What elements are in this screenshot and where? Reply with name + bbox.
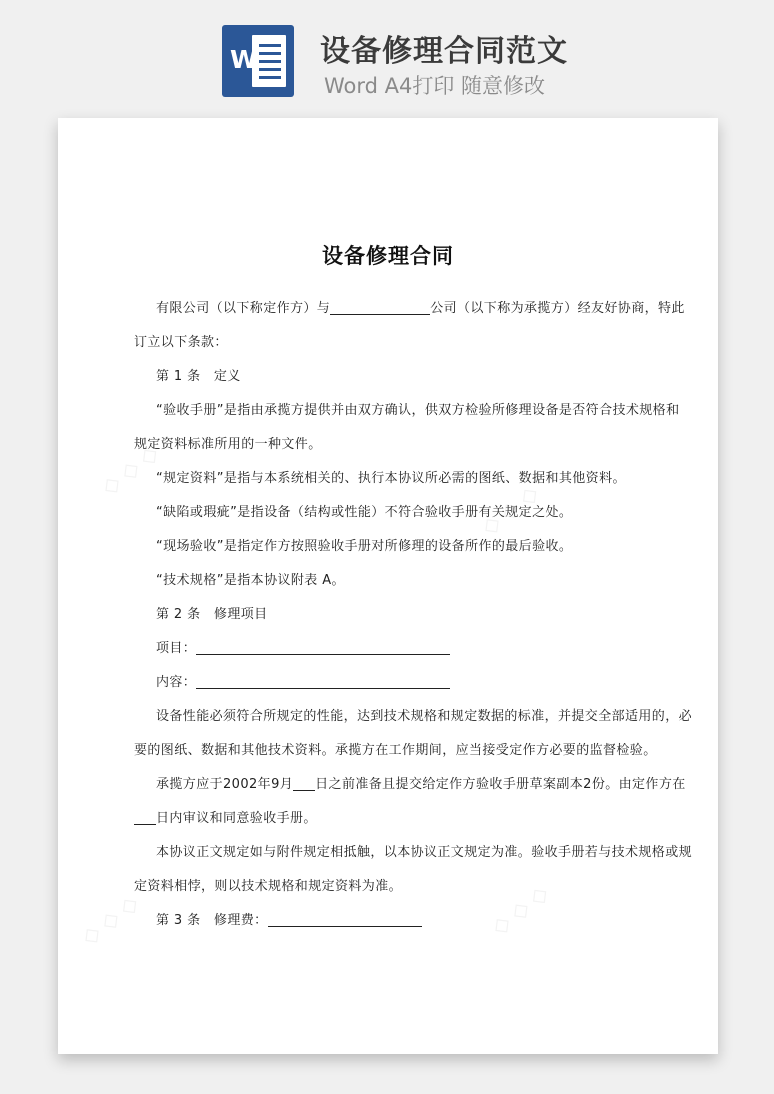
- party-blank[interactable]: [330, 300, 430, 315]
- paragraph-line: “技术规格”是指本协议附表 A。: [156, 573, 345, 588]
- word-document-icon: [222, 25, 294, 97]
- paragraph-line: “规定资料”是指与本系统相关的、执行本协议所必需的图纸、数据和其他资料。: [156, 471, 626, 486]
- intro-line-1: [156, 297, 685, 316]
- paragraph-line: [134, 807, 317, 826]
- document-title: 设备修理合同: [322, 244, 454, 268]
- document-page: [58, 118, 718, 1054]
- word-letter: W: [230, 45, 258, 74]
- paragraph-line: [156, 773, 686, 792]
- article-1-heading: 第 1 条 定义: [156, 369, 241, 384]
- paragraph-line: “现场验收”是指定作方按照验收手册对所修理的设备所作的最后验收。: [156, 539, 573, 554]
- days-blank[interactable]: [134, 810, 156, 825]
- paragraph-line: 定资料相悖，则以技术规格和规定资料为准。: [134, 879, 403, 894]
- content-label: 内容：: [156, 675, 197, 690]
- item-line: [156, 637, 450, 656]
- content-blank[interactable]: [196, 674, 450, 689]
- item-label: 项目：: [156, 641, 197, 656]
- header-title: 设备修理合同范文: [320, 34, 568, 69]
- paragraph-line: 设备性能必须符合所规定的性能，达到技术规格和规定数据的标准，并提交全部适用的，必: [156, 709, 693, 724]
- paragraph-line: “验收手册”是指由承揽方提供并由双方确认，供双方检验所修理设备是否符合技术规格和: [156, 403, 680, 418]
- watermark: ◇ ◇ ◇: [477, 480, 544, 541]
- paragraph-line: 本协议正文规定如与附件规定相抵触，以本协议正文规定为准。验收手册若与技术规格或规: [156, 845, 693, 860]
- article-3-heading: [156, 909, 422, 928]
- paragraph-line: 要的图纸、数据和其他技术资料。承揽方在工作期间，应当接受定作方必要的监督检验。: [134, 743, 657, 758]
- paragraph-line: 规定资料标准所用的一种文件。: [134, 437, 322, 452]
- intro-text-b: 公司（以下称为承揽方）经友好协商，特此: [430, 301, 685, 316]
- intro-text-a: 有限公司（以下称定作方）与: [156, 301, 331, 316]
- content-line: [156, 671, 450, 690]
- watermark: ◇ ◇ ◇: [77, 890, 144, 951]
- date-text-b: 日之前准备且提交给定作方验收手册草案副本2份。由定作方在: [315, 777, 686, 792]
- item-blank[interactable]: [196, 640, 450, 655]
- article-2-heading: 第 2 条 修理项目: [156, 607, 268, 622]
- review-text: 日内审议和同意验收手册。: [156, 811, 317, 826]
- fee-blank[interactable]: [268, 912, 422, 927]
- day-blank[interactable]: [293, 776, 315, 791]
- header-subtitle: Word A4打印 随意修改: [324, 74, 546, 98]
- intro-line-2: 订立以下条款：: [134, 335, 228, 350]
- header: [0, 0, 774, 118]
- date-text-a: 承揽方应于2002年9月: [156, 777, 294, 792]
- paragraph-line: “缺陷或瑕疵”是指设备（结构或性能）不符合验收手册有关规定之处。: [156, 505, 573, 520]
- watermark: ◇ ◇ ◇: [487, 880, 554, 941]
- watermark: ◇ ◇ ◇: [97, 440, 164, 501]
- article-3-label: 第 3 条 修理费：: [156, 913, 268, 928]
